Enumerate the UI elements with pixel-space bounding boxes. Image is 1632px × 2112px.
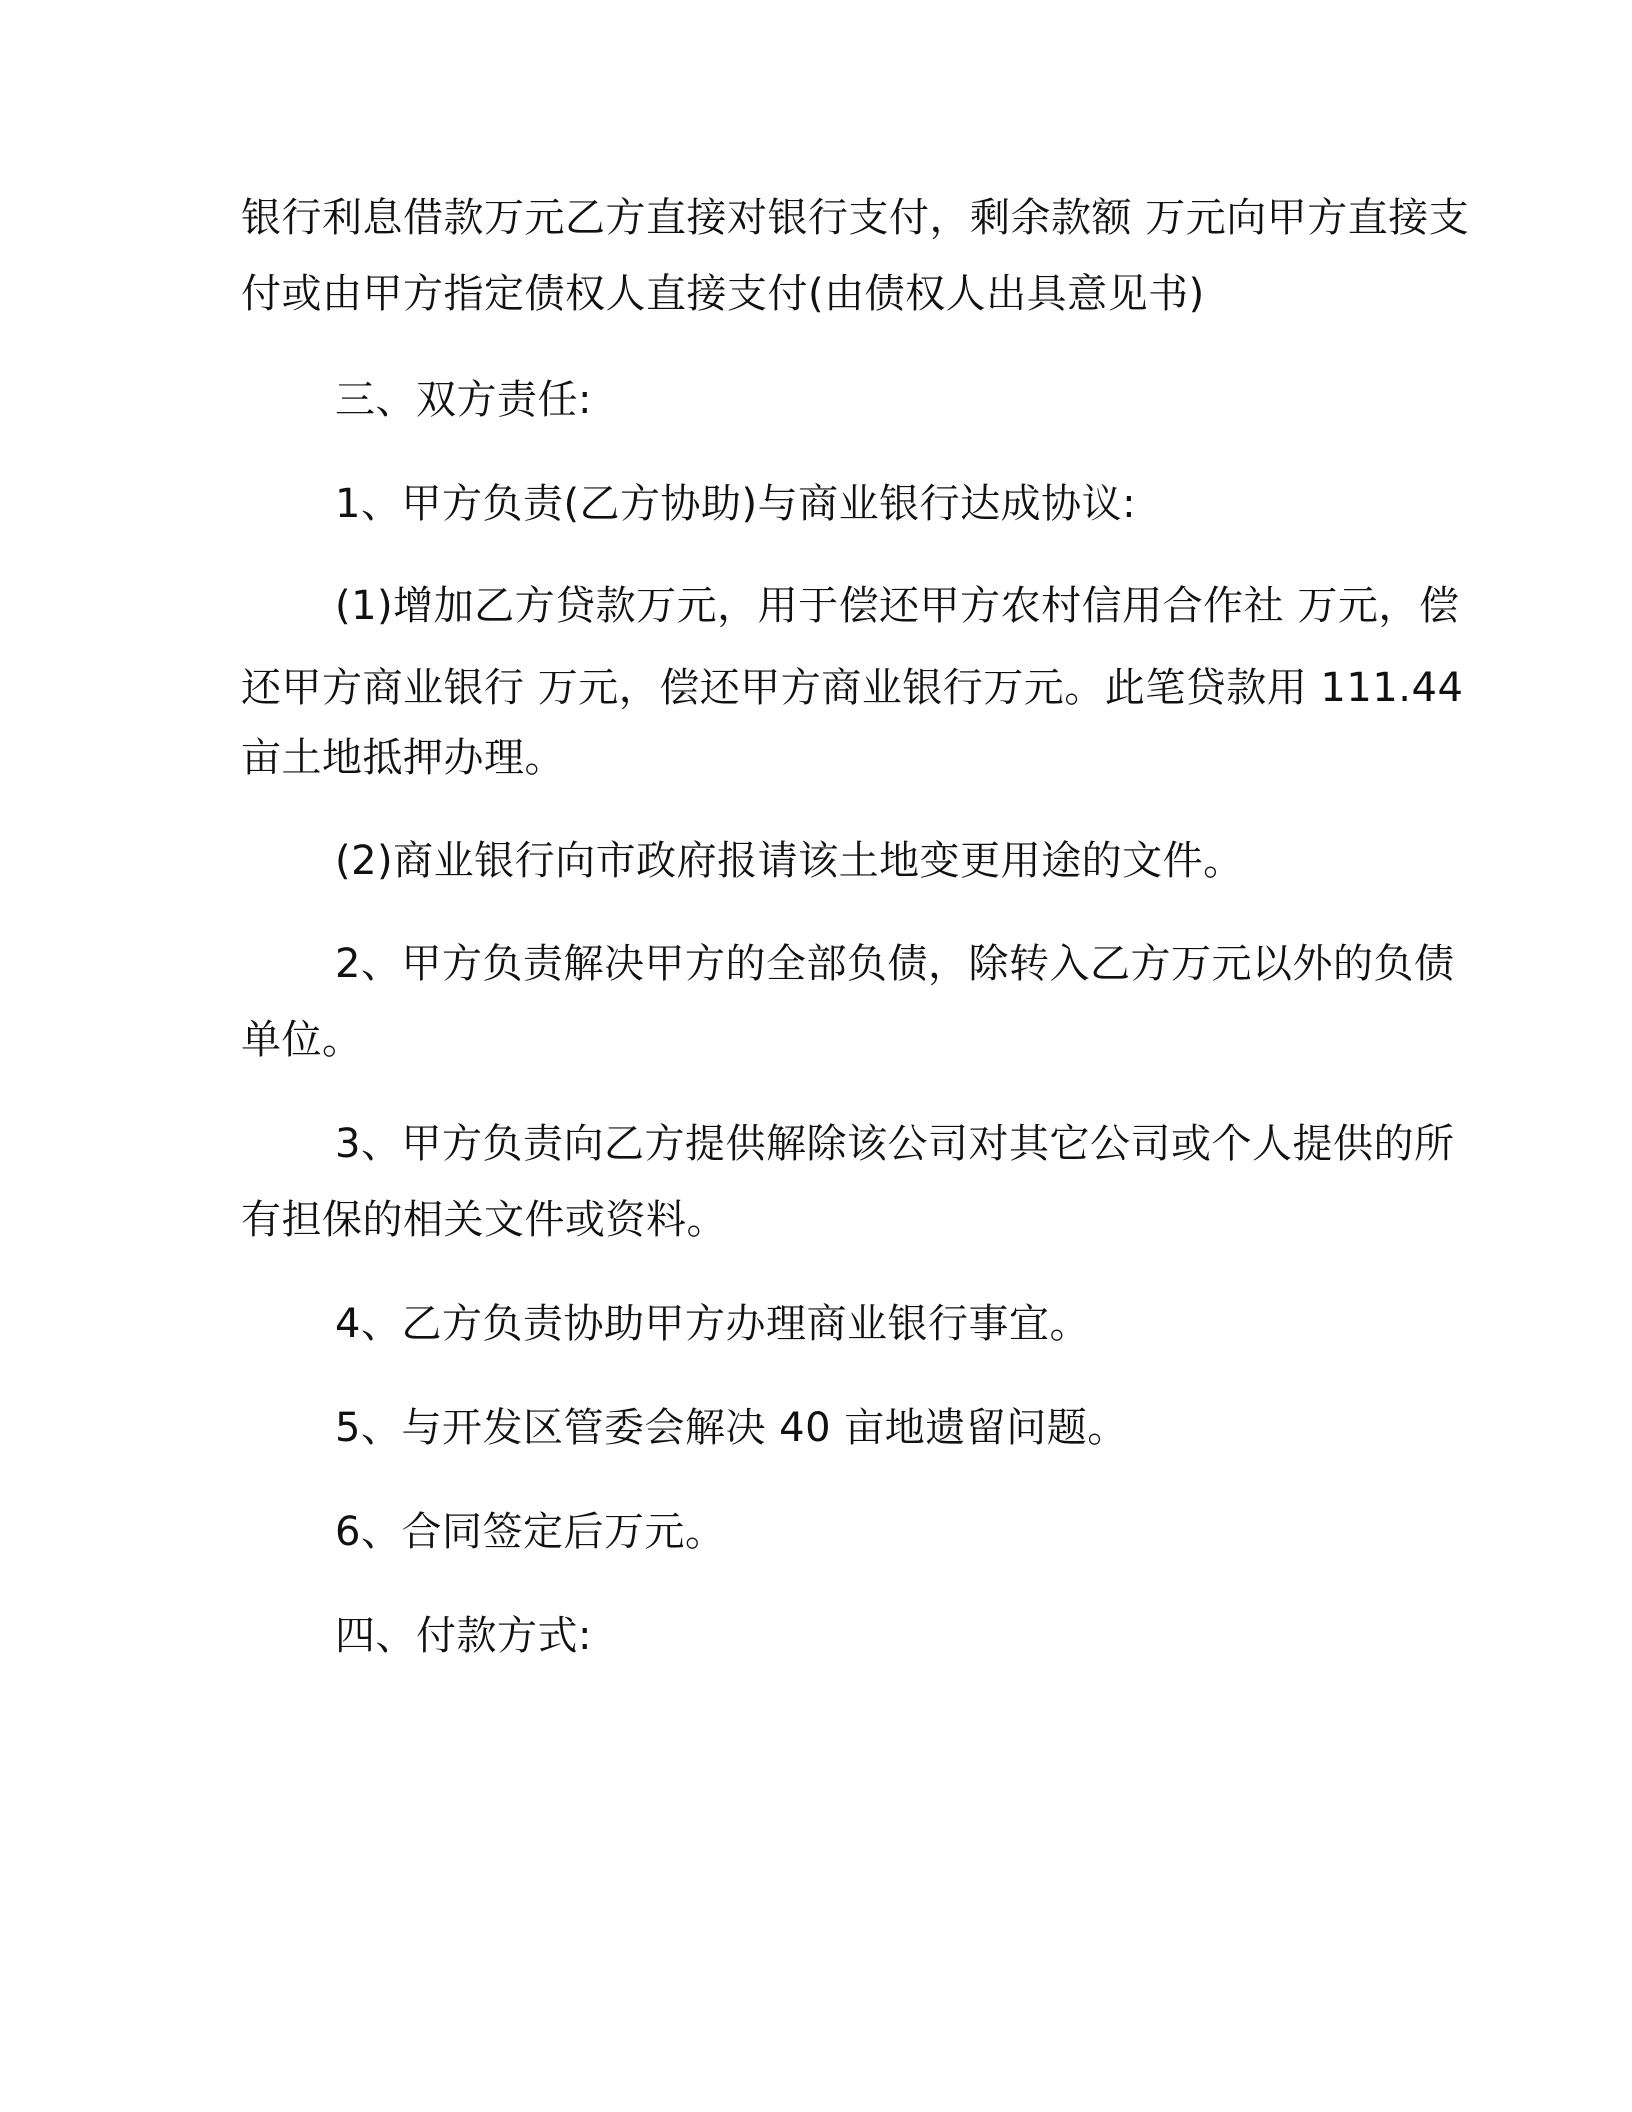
paragraph-line: (2)商业银行向市政府报请该土地变更用途的文件。	[335, 838, 1244, 884]
paragraph-line: 有担保的相关文件或资料。	[241, 1197, 727, 1243]
section-heading: 四、付款方式:	[335, 1613, 592, 1659]
paragraph-line: 付或由甲方指定债权人直接支付(由债权人出具意见书)	[241, 271, 1205, 317]
paragraph-line: (1)增加乙方贷款万元，用于偿还甲方农村信用合作社 万元，偿	[335, 583, 1460, 629]
paragraph-line: 4、乙方负责协助甲方办理商业银行事宜。	[335, 1301, 1090, 1347]
paragraph-line: 单位。	[241, 1017, 363, 1063]
paragraph-line: 3、甲方负责向乙方提供解除该公司对其它公司或个人提供的所	[335, 1121, 1455, 1167]
paragraph-line: 还甲方商业银行 万元，偿还甲方商业银行万元。此笔贷款用 111.44	[241, 665, 1464, 711]
paragraph-line: 5、与开发区管委会解决 40 亩地遗留问题。	[335, 1405, 1128, 1451]
paragraph-line: 2、甲方负责解决甲方的全部负债，除转入乙方万元以外的负债	[335, 941, 1455, 987]
paragraph-line: 亩土地抵押办理。	[241, 735, 565, 781]
paragraph-line: 银行利息借款万元乙方直接对银行支付，剩余款额 万元向甲方直接支	[241, 195, 1470, 241]
section-heading: 三、双方责任:	[335, 377, 592, 423]
paragraph-line: 6、合同签定后万元。	[335, 1509, 726, 1555]
paragraph-line: 1、甲方负责(乙方协助)与商业银行达成协议:	[335, 481, 1137, 527]
